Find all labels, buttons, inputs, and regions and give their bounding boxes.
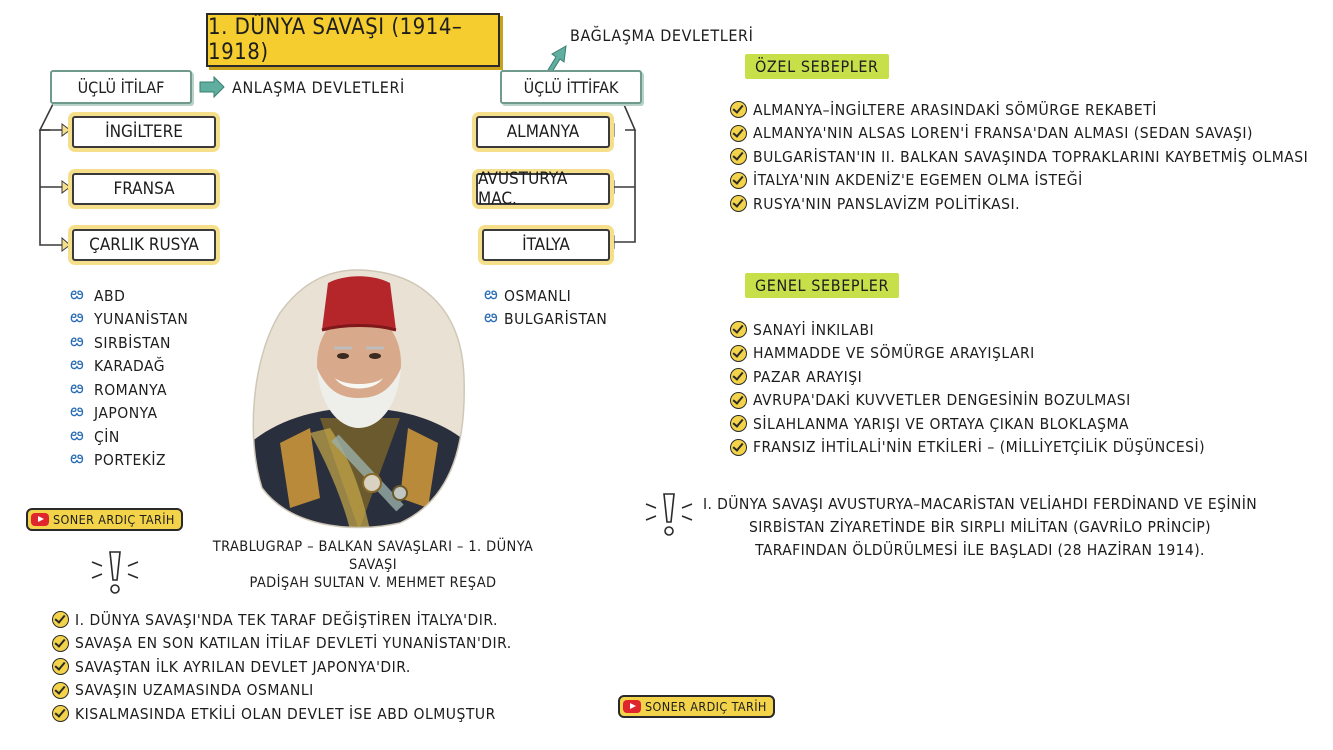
check-icon	[730, 195, 747, 212]
check-icon	[730, 101, 747, 118]
check-icon	[52, 658, 69, 675]
check-icon	[730, 392, 747, 409]
list-item: İTALYA'NIN AKDENİZ'E EGEMEN OLMA İSTEĞİ	[730, 169, 1308, 193]
list-item: ఴ ABD	[70, 284, 188, 308]
genel-sebepler-heading: GENEL SEBEPLER	[745, 273, 899, 298]
list-item: ఴ OSMANLI	[484, 284, 607, 308]
check-icon	[730, 439, 747, 456]
list-item: ఴ ÇİN	[70, 425, 188, 449]
list-item: ఴ YUNANİSTAN	[70, 308, 188, 332]
member-italya: İTALYA	[482, 229, 610, 261]
list-item: PAZAR ARAYIŞI	[730, 365, 1205, 389]
list-item: SANAYİ İNKILABI	[730, 318, 1205, 342]
portrait-caption: TRABLUGRAP – BALKAN SAVAŞLARI – 1. DÜNYA SAVAŞI PADİŞAH SULTAN V. MEHMET REŞAD	[212, 539, 534, 591]
list-item: I. DÜNYA SAVAŞI'NDA TEK TARAF DEĞİŞTİREN İTALYA'DIR.	[52, 608, 512, 632]
page-title: 1. DÜNYA SAVAŞI (1914–1918)	[206, 13, 500, 67]
youtube-icon	[31, 513, 49, 526]
tick-icon: ఴ	[484, 283, 499, 304]
check-icon	[730, 368, 747, 385]
tick-icon: ఴ	[484, 307, 499, 328]
war-start-note: I. DÜNYA SAVAŞI AVUSTURYA–MACARİSTAN VELİAHDI FERDİNAND VE EŞİNİN SIRBİSTAN ZİYARETİNDE BİR SIRPLI MİLİTAN (GAVRİLO PRİNCİP) TARAFINDAN ÖLDÜRÜLMESİ İLE BAŞLADI (28 HAZİRAN 1914).	[702, 495, 1258, 559]
exclamation-icon	[88, 548, 142, 596]
anlasma-devletleri-label: ANLAŞMA DEVLETLERİ	[232, 78, 405, 97]
tick-icon: ఴ	[70, 424, 85, 445]
list-item: ఴ KARADAĞ	[70, 355, 188, 379]
exclamation-icon	[642, 490, 696, 538]
check-icon	[52, 611, 69, 628]
tick-icon: ఴ	[70, 330, 85, 351]
tick-icon: ఴ	[70, 283, 85, 304]
tick-icon: ఴ	[70, 401, 85, 422]
list-item: ALMANYA–İNGİLTERE ARASINDAKİ SÖMÜRGE REKABETİ	[730, 98, 1308, 122]
member-fransa: FRANSA	[72, 173, 216, 205]
list-item: HAMMADDE VE SÖMÜRGE ARAYIŞLARI	[730, 342, 1205, 366]
ittifak-allies-list	[484, 284, 607, 331]
check-icon	[730, 321, 747, 338]
brand-badge-bottom: SONER ARDIÇ TARİH	[618, 695, 775, 718]
list-item: AVRUPA'DAKİ KUVVETLER DENGESİNİN BOZULMASI	[730, 389, 1205, 413]
list-item: SAVAŞIN UZAMASINDA OSMANLI	[52, 679, 512, 703]
list-item: SAVAŞTAN İLK AYRILAN DEVLET JAPONYA'DIR.	[52, 655, 512, 679]
baglasma-devletleri-label: BAĞLAŞMA DEVLETLERİ	[570, 26, 754, 45]
check-icon	[730, 415, 747, 432]
list-item: ఴ JAPONYA	[70, 402, 188, 426]
uclu-ittifak-box: ÜÇLÜ İTTİFAK	[500, 70, 642, 104]
list-item: SİLAHLANMA YARIŞI VE ORTAYA ÇIKAN BLOKLAŞMA	[730, 412, 1205, 436]
list-item: RUSYA'NIN PANSLAVİZM POLİTİKASI.	[730, 192, 1308, 216]
member-carlik-rusya: ÇARLIK RUSYA	[72, 229, 216, 261]
check-icon	[730, 125, 747, 142]
portrait-image	[250, 268, 468, 530]
list-item: ఴ ROMANYA	[70, 378, 188, 402]
list-item: ALMANYA'NIN ALSAS LOREN'İ FRANSA'DAN ALMASI (SEDAN SAVAŞI)	[730, 122, 1308, 146]
ozel-sebepler-heading: ÖZEL SEBEPLER	[745, 54, 889, 79]
list-item: BULGARİSTAN'IN II. BALKAN SAVAŞINDA TOPRAKLARINI KAYBETMİŞ OLMASI	[730, 145, 1308, 169]
list-item: ఴ BULGARİSTAN	[484, 308, 607, 332]
tick-icon: ఴ	[70, 354, 85, 375]
youtube-icon	[623, 700, 641, 713]
check-icon	[52, 635, 69, 652]
itilaf-allies-list	[70, 284, 188, 472]
member-almanya: ALMANYA	[476, 116, 610, 148]
check-icon	[730, 172, 747, 189]
list-item: ఴ SIRBİSTAN	[70, 331, 188, 355]
list-item: SAVAŞA EN SON KATILAN İTİLAF DEVLETİ YUNANİSTAN'DIR.	[52, 632, 512, 656]
facts-list	[52, 608, 512, 726]
uclu-itilaf-box: ÜÇLÜ İTİLAF	[50, 70, 192, 104]
genel-sebepler-list	[730, 318, 1205, 459]
tick-icon: ఴ	[70, 307, 85, 328]
list-item: KISALMASINDA ETKİLİ OLAN DEVLET İSE ABD OLMUŞTUR	[52, 702, 512, 726]
member-ingiltere: İNGİLTERE	[72, 116, 216, 148]
check-icon	[52, 682, 69, 699]
tick-icon: ఴ	[70, 448, 85, 469]
member-avusturya: AVUSTURYA MAC.	[476, 173, 610, 205]
list-item: FRANSIZ İHTİLALİ'NİN ETKİLERİ – (MİLLİYETÇİLİK DÜŞÜNCESİ)	[730, 436, 1205, 460]
brand-badge: SONER ARDIÇ TARİH	[26, 508, 183, 531]
check-icon	[52, 705, 69, 722]
check-icon	[730, 148, 747, 165]
ozel-sebepler-list	[730, 98, 1308, 216]
list-item: ఴ PORTEKİZ	[70, 449, 188, 473]
check-icon	[730, 345, 747, 362]
tick-icon: ఴ	[70, 377, 85, 398]
